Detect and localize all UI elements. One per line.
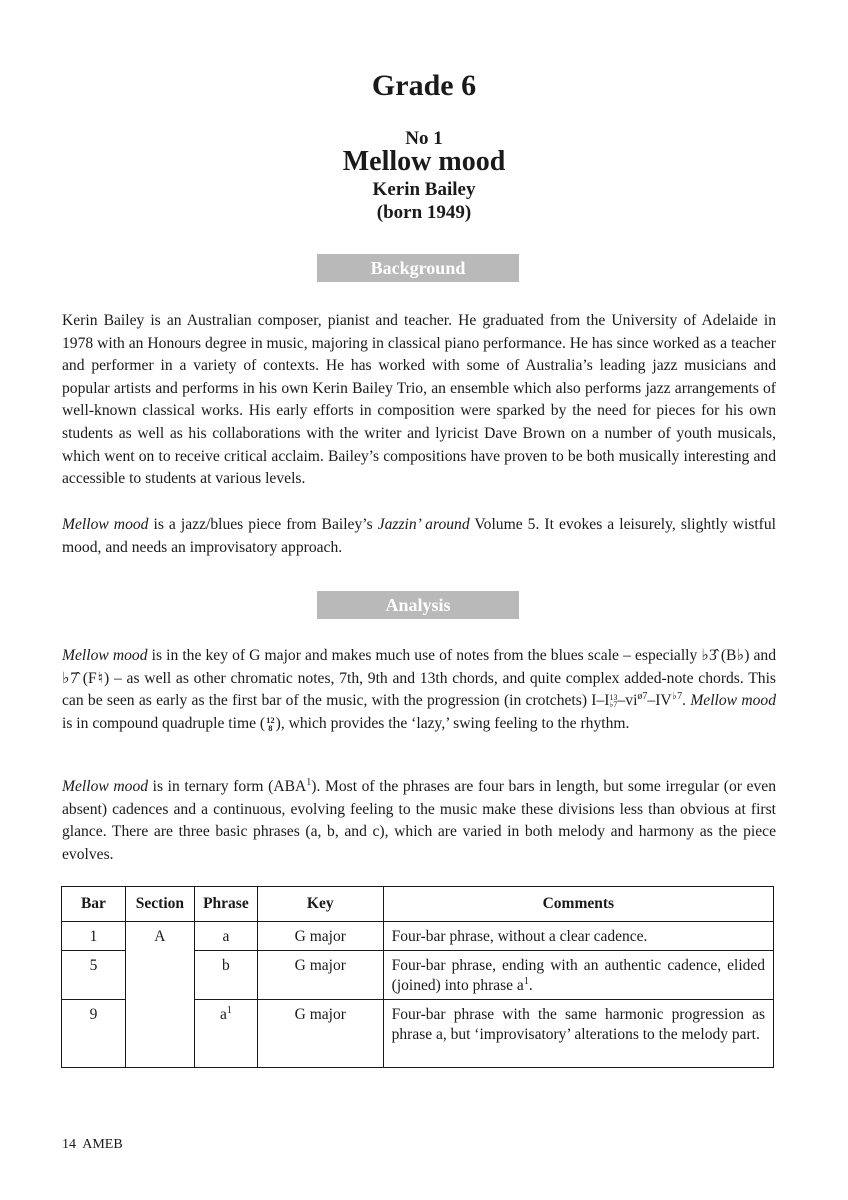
table-row bbox=[62, 922, 774, 951]
header-comments: Comments bbox=[383, 887, 773, 922]
analysis-paragraph-2: Mellow mood is in ternary form (ABA$^1$). Most of the phrases are four bars in length, but some irregular (or even absent) cadences and a continuous, evolving feeling to the music make these divisions less than obvious at first glance. There are three basic phrases (a, b, and c), which are varied in both melody and harmony as the piece evolves. bbox=[62, 776, 776, 863]
cell-key: G major bbox=[257, 951, 383, 1000]
cell-phrase: $a^1$ bbox=[194, 1000, 257, 1068]
cell-key: G major bbox=[257, 1000, 383, 1068]
header-key: Key bbox=[257, 887, 383, 922]
analysis-paragraph-1: Mellow mood is in the key of G major and makes much use of notes from the blues scale – especially ♭3̂ (B♭) and ♭7̂ (F♮) – as well as other chromatic notes, 7th, 9th and 13th chords, and quite complex added-note chords. This can be seen as early as the first bar of the music, with the progression (in crotchets) I–I 13 ♭7 $-vi^{ø7}-IV^{♭7}$. Mellow mood is in compound quadruple time ( 12 8 ), which provides the ‘lazy,’ swing feeling to the rhythm. bbox=[62, 647, 777, 734]
piece-title: Mellow mood bbox=[342, 146, 506, 177]
piece-title-italic: Mellow mood bbox=[62, 516, 149, 533]
book-title-italic: Jazzin’ around bbox=[377, 516, 470, 533]
background-paragraph-2: Mellow mood is a jazz/blues piece from Bailey’s Jazzin’ around Volume 5. It evokes a leisurely, slightly wistful mood, and needs an improvisatory approach. bbox=[62, 516, 776, 556]
cell-phrase: a bbox=[194, 922, 257, 951]
chord-figure: 13 ♭7 bbox=[609, 693, 618, 710]
page-footer: 14 AMEB bbox=[62, 1137, 123, 1152]
cell-comment: Four-bar phrase with the same harmonic progression as phrase a, but ‘improvisatory’ alterations to the melody part. bbox=[383, 1000, 773, 1068]
header-phrase: Phrase bbox=[194, 887, 257, 922]
table-header-row bbox=[62, 887, 774, 922]
cell-comment: Four-bar phrase, ending with an authentic cadence, elided (joined) into phrase $a^1$. bbox=[383, 951, 773, 1000]
time-signature: 12 8 bbox=[266, 715, 275, 734]
piece-number: No 1 bbox=[405, 128, 443, 149]
background-heading: Background bbox=[317, 254, 519, 282]
cell-bar: 5 bbox=[62, 951, 126, 1000]
composer-born: (born 1949) bbox=[376, 202, 472, 223]
analysis-heading: Analysis bbox=[317, 591, 519, 619]
cell-bar: 9 bbox=[62, 1000, 126, 1068]
phrase-analysis-table bbox=[61, 886, 774, 1068]
header-section: Section bbox=[125, 887, 194, 922]
background-paragraph-1: Kerin Bailey is an Australian composer, pianist and teacher. He graduated from the University of Adelaide in 1978 with an Honours degree in music, majoring in classical piano performance. He has since worked as a teacher and performer in a variety of contexts. He has worked with some of Australia’s leading jazz musicians and popular artists and performs in his own Kerin Bailey Trio, an ensemble which also performs jazz arrangements of well-known classical works. His early efforts in composition were sparked by the need for pieces for his own students as well as his collaborations with the writer and lyricist Dave Brown on a number of youth musicals, which went on to receive critical acclaim. Bailey’s compositions have proven to be both musically interesting and accessible to students at various levels. bbox=[62, 312, 776, 488]
cell-phrase: b bbox=[194, 951, 257, 1000]
cell-key: G major bbox=[257, 922, 383, 951]
grade-title: Grade 6 bbox=[371, 69, 477, 102]
cell-section: A bbox=[125, 922, 194, 1068]
cell-comment: Four-bar phrase, without a clear cadence. bbox=[383, 922, 773, 951]
header-bar: Bar bbox=[62, 887, 126, 922]
composer-name: Kerin Bailey bbox=[372, 179, 476, 200]
cell-bar: 1 bbox=[62, 922, 126, 951]
